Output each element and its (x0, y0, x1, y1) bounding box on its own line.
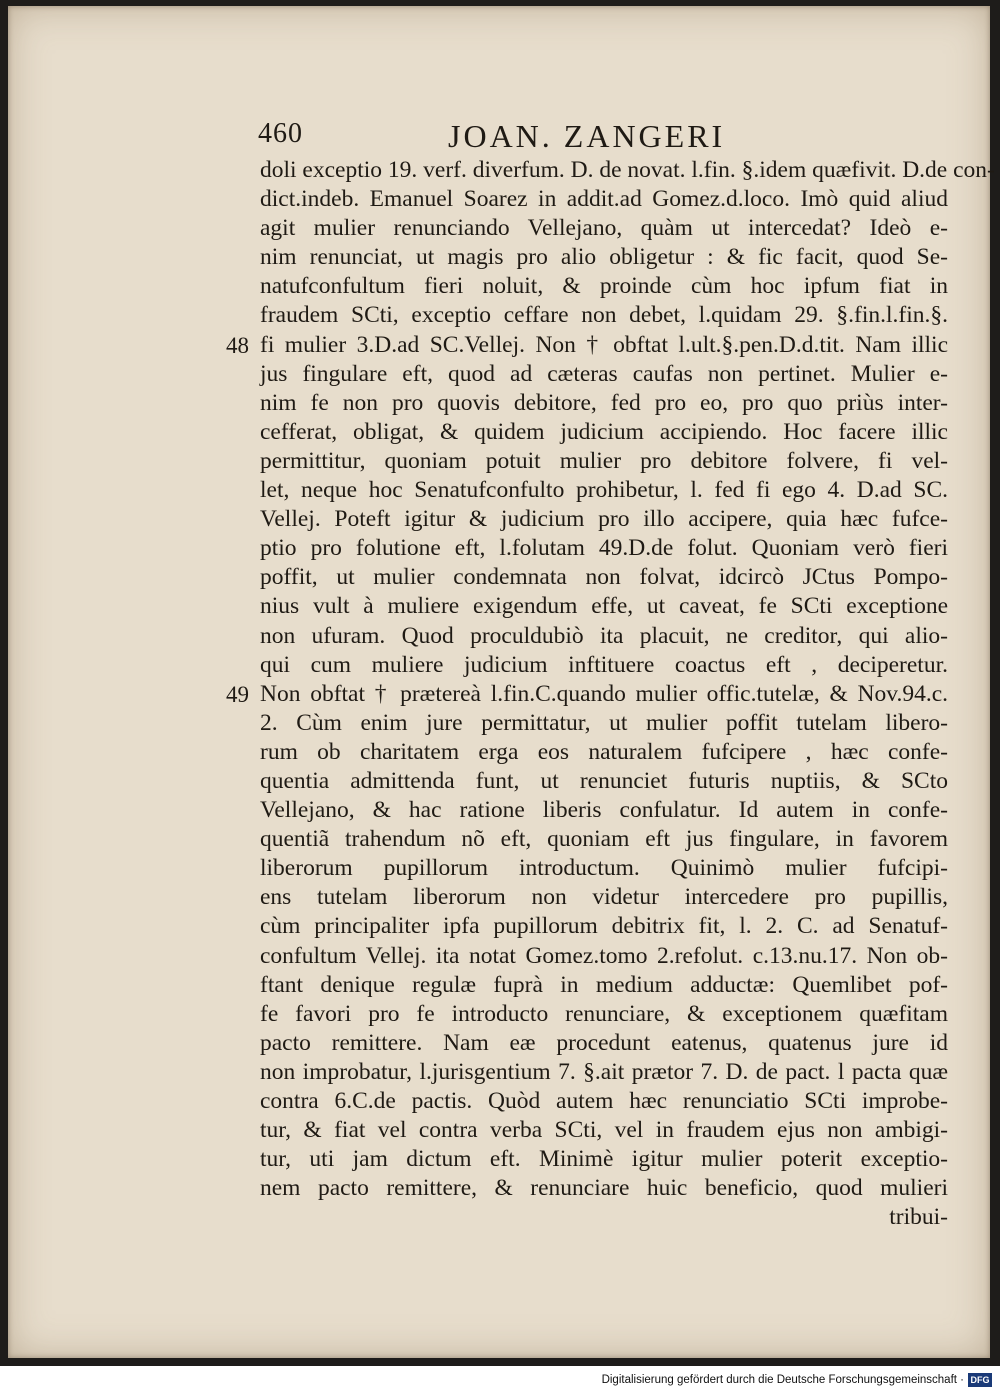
text-line (260, 156, 995, 185)
text-line (260, 622, 948, 651)
page-number: 460 (258, 118, 303, 149)
text-line (260, 1203, 948, 1232)
line-text: nius vult à muliere exigendum effe, ut caveat, fe SCti exceptione (260, 593, 948, 620)
line-text: ftant denique regulæ fuprà in medium adductæ: Quemlibet pof- (260, 971, 948, 998)
text-line (260, 942, 948, 971)
text-body (226, 156, 995, 1232)
line-text: confultum Vellej. ita notat Gomez.tomo 2.refolut. c.13.nu.17. Non ob- (260, 942, 948, 969)
text-line (260, 389, 948, 418)
text-line (260, 563, 948, 592)
text-line (260, 418, 948, 447)
dfg-logo: DFG (968, 1373, 992, 1387)
text-line (260, 592, 948, 621)
footer-bar (0, 1366, 1000, 1396)
book-page (8, 6, 995, 1358)
line-text: nim fe non pro quovis debitore, fed pro eo, pro quo priùs inter- (260, 389, 948, 416)
text-line (260, 534, 948, 563)
line-text: jus fingulare eft, quod ad cæteras caufas non pertinet. Mulier e- (260, 360, 948, 387)
text-line (260, 1145, 948, 1174)
line-text: agit mulier renunciando Vellejano, quàm ut intercedat? Ideò e- (260, 215, 948, 242)
line-text: nem pacto remittere, & renunciare huic beneficio, quod mulieri (260, 1175, 948, 1202)
margin-number: 48 (226, 332, 249, 358)
text-line (226, 680, 948, 709)
line-text: ptio pro folutione eft, l.folutam 49.D.de folut. Quoniam verò fieri (260, 535, 948, 562)
line-text: non ufuram. Quod proculdubiò ita placuit, ne creditor, qui alio- (260, 622, 948, 649)
line-text: pacto remittere. Nam eæ procedunt eatenus, quatenus jure id (260, 1029, 948, 1056)
text-line (260, 272, 948, 301)
line-text: cefferat, obligat, & quidem judicium accipiendo. Hoc facere illic (260, 418, 948, 445)
line-text: quentiã trahendum nõ eft, quoniam eft jus fingulare, in favorem (260, 826, 948, 853)
line-text: fi mulier 3.D.ad SC.Vellej. Non † obftat l.ult.§.pen.D.d.tit. Nam illic (260, 331, 948, 358)
line-text: fraudem SCti, exceptio ceffare non debet, l.quidam 29. §.fin.l.fin.§. (260, 302, 948, 329)
line-text: Vellej. Poteft igitur & judicium pro illo accipere, quia hæc fufce- (260, 506, 948, 533)
line-text: Vellejano, & hac ratione liberis confulatur. Id autem in confe- (260, 797, 948, 824)
line-text: contra 6.C.de pactis. Quòd autem hæc renunciatio SCti improbe- (260, 1088, 948, 1114)
text-line (260, 796, 948, 825)
line-text: doli exceptio 19. verf. diverfum. D. de novat. l.fin. §.idem quæfivit. D.de con- (260, 157, 995, 183)
page-header (8, 118, 990, 158)
text-line (260, 1058, 948, 1087)
text-line (260, 912, 948, 941)
line-text: qui cum muliere judicium inftituere coactus eft , deciperetur. (260, 651, 948, 678)
text-line (260, 825, 948, 854)
line-text: tribui- (889, 1204, 948, 1231)
text-line (260, 738, 948, 767)
line-text: let, neque hoc Senatufconfulto prohibetur, l. fed fi ego 4. D.ad SC. (260, 477, 948, 504)
text-line (260, 883, 948, 912)
margin-number: 49 (226, 681, 249, 707)
text-line (260, 476, 948, 505)
text-line (260, 709, 948, 738)
line-text: cùm principaliter ipfa pupillorum debitrix fit, l. 2. C. ad Senatuf- (260, 913, 948, 940)
text-line (260, 1000, 948, 1029)
line-text: nim renunciat, ut magis pro alio obligetur : & fic facit, quod Se- (260, 244, 948, 271)
running-title: JOAN. ZANGERI (448, 118, 726, 154)
line-text: tur, uti jam dictum eft. Minimè igitur mulier poterit exceptio- (260, 1146, 948, 1173)
line-text: permittitur, quoniam potuit mulier pro debitore folvere, fi vel- (260, 447, 948, 474)
text-line (226, 331, 948, 360)
text-line (260, 243, 948, 272)
line-text: Non obftat † prætereà l.fin.C.quando mulier offic.tutelæ, & Nov.94.c. (260, 680, 948, 707)
text-line (260, 1087, 948, 1116)
text-line (260, 185, 948, 214)
text-line (260, 854, 948, 883)
text-line (260, 214, 948, 243)
text-line (260, 1029, 948, 1058)
line-text: poffit, ut mulier condemnata non folvat, idcircò JCtus Pompo- (260, 564, 948, 591)
line-text: liberorum pupillorum introductum. Quinimò mulier fufcipi- (260, 855, 948, 882)
text-line (260, 447, 948, 476)
text-line (260, 767, 948, 796)
line-text: ens tutelam liberorum non videtur intercedere pro pupillis, (260, 884, 948, 911)
text-line (260, 1174, 948, 1203)
line-text: 2. Cùm enim jure permittatur, ut mulier poffit tutelam libero- (260, 709, 948, 736)
text-line (260, 360, 948, 389)
line-text: non improbatur, l.jurisgentium 7. §.ait prætor 7. D. de pact. l pacta quæ (260, 1058, 948, 1085)
text-line (260, 301, 948, 330)
line-text: quentia admittenda funt, ut renunciet futuris nuptiis, & SCto (260, 767, 948, 794)
text-line (260, 971, 948, 1000)
line-text: dict.indeb. Emanuel Soarez in addit.ad Gomez.d.loco. Imò quid aliud (260, 186, 948, 213)
line-text: rum ob charitatem erga eos naturalem fufcipere , hæc confe- (260, 738, 948, 765)
footer-credit: Digitalisierung gefördert durch die Deutsche Forschungsgemeinschaft · (601, 1374, 964, 1386)
text-line (260, 651, 948, 680)
line-text: natufconfultum fieri noluit, & proinde cùm hoc ipfum fiat in (260, 273, 948, 300)
line-text: fe favori pro fe introducto renunciare, & exceptionem quæfitam (260, 1000, 948, 1027)
text-line (260, 1116, 948, 1145)
line-text: tur, & fiat vel contra verba SCti, vel in fraudem ejus non ambigi- (260, 1117, 948, 1144)
text-line (260, 505, 948, 534)
